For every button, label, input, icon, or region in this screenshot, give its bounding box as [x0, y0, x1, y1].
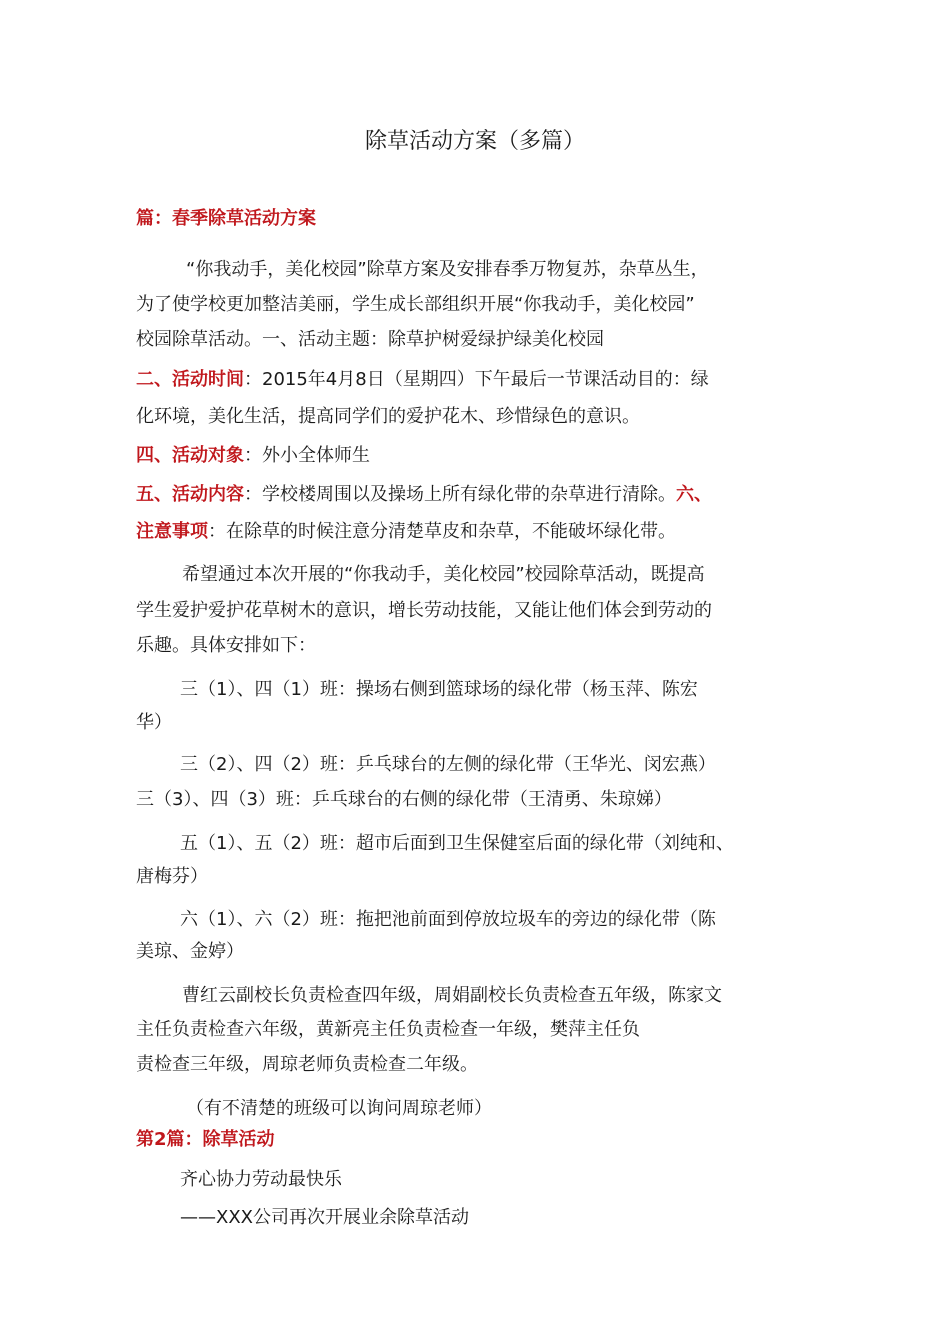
assign-2: 三（2）、四（2）班：乒乓球台的左侧的绿化带（王华光、闵宏燕） [180, 754, 716, 775]
target-line [136, 443, 370, 469]
notes-text: ：在除草的时候注意分清楚草皮和杂草，不能破坏绿化带。 [208, 521, 676, 542]
section2-line-2: ——XXX公司再次开展业余除草活动 [180, 1207, 469, 1228]
check-line-2: 主任负责检查六年级，黄新亮主任负责检查一年级，樊萍主任负 [136, 1019, 640, 1040]
intro-line-1: “你我动手，美化校园”除草方案及安排春季万物复苏，杂草丛生， [186, 259, 709, 280]
section1-heading: 篇：春季除草活动方案 [136, 208, 316, 229]
intro-line-2: 为了使学校更加整洁美丽，学生成长部组织开展“你我动手，美化校园” [136, 294, 695, 315]
assign-5a: 六（1）、六（2）班：拖把池前面到停放垃圾车的旁边的绿化带（陈 [180, 909, 716, 930]
notes-line [136, 519, 676, 545]
content-text: ：学校楼周围以及操场上所有绿化带的杂草进行清除。 [244, 484, 676, 505]
target-label: 四、活动对象 [136, 445, 244, 466]
assign-5b: 美琼、金婷） [136, 941, 244, 962]
assign-4a: 五（1）、五（2）班：超市后面到卫生保健室后面的绿化带（刘纯和、 [180, 833, 734, 854]
notes-label-part1: 六、 [676, 484, 712, 505]
document-title: 除草活动方案（多篇） [364, 129, 585, 154]
assign-4b: 唐梅芬） [136, 866, 208, 887]
hope-line-1: 希望通过本次开展的“你我动手，美化校园”校园除草活动，既提高 [182, 564, 705, 585]
assign-1a: 三（1）、四（1）班：操场右侧到篮球场的绿化带（杨玉萍、陈宏 [180, 679, 698, 700]
assign-3: 三（3）、四（3）班：乒乓球台的右侧的绿化带（王清勇、朱琼娣） [136, 789, 672, 810]
hope-line-2: 学生爱护爱护花草树木的意识，增长劳动技能，又能让他们体会到劳动的 [136, 600, 712, 621]
assign-1b: 华） [136, 712, 172, 733]
notes-label-part2: 注意事项 [136, 521, 208, 542]
intro-line-3: 校园除草活动。一、活动主题：除草护树爱绿护绿美化校园 [136, 329, 604, 350]
check-line-1: 曹红云副校长负责检查四年级，周娟副校长负责检查五年级，陈家文 [182, 985, 722, 1006]
hope-line-3: 乐趣。具体安排如下： [136, 635, 316, 656]
check-line-3: 责检查三年级，周琼老师负责检查二年级。 [136, 1054, 478, 1075]
section2-heading: 第2篇：除草活动 [136, 1129, 275, 1150]
time-label: 二、活动时间 [136, 369, 244, 390]
content-label: 五、活动内容 [136, 484, 244, 505]
time-line-2: 化环境，美化生活，提高同学们的爱护花木、珍惜绿色的意识。 [136, 406, 640, 427]
section2-line-1: 齐心协力劳动最快乐 [180, 1169, 342, 1190]
contact-note: （有不清楚的班级可以询问周琼老师） [186, 1098, 492, 1119]
content-line [136, 482, 712, 508]
target-text: ：外小全体师生 [244, 445, 370, 466]
time-text: ：2015年4月8日（星期四）下午最后一节课活动目的：绿 [244, 369, 709, 390]
time-line [136, 367, 709, 393]
